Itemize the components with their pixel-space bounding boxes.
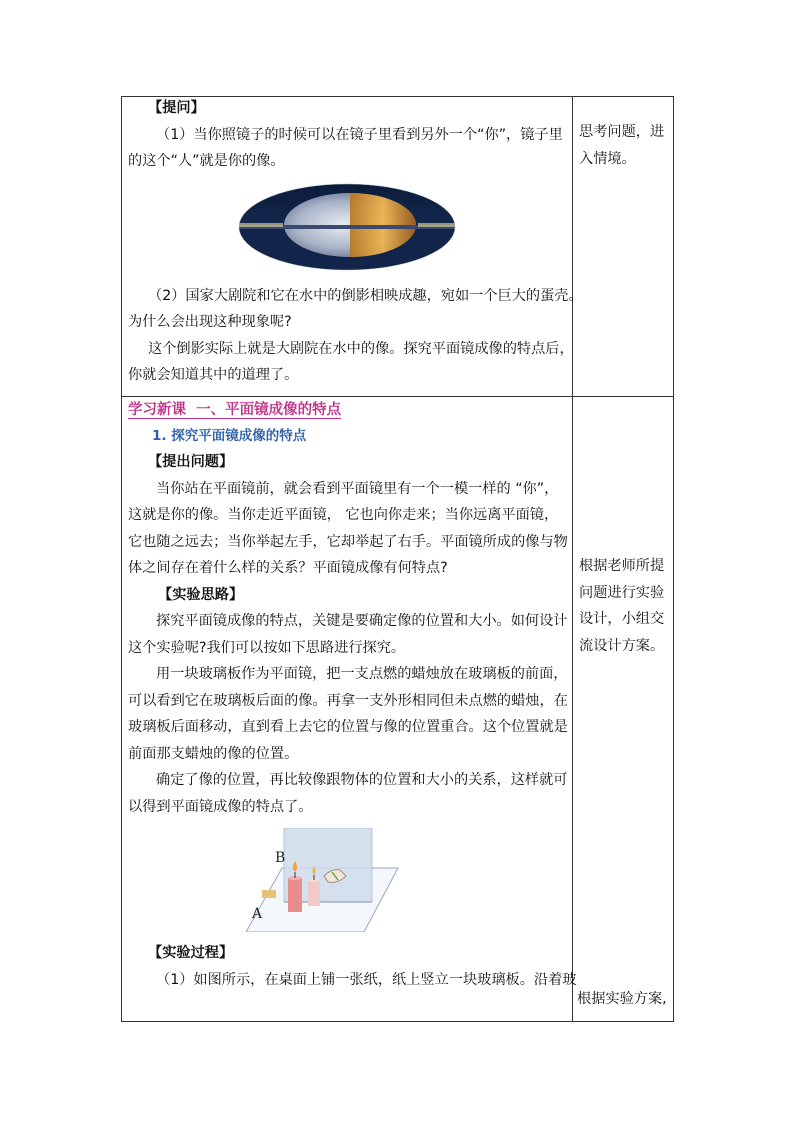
intro-row bbox=[122, 97, 674, 397]
question-1-line-2: 的这个“人”就是你的像。 bbox=[128, 153, 285, 169]
candle-experiment-figure bbox=[122, 828, 572, 940]
process-heading: 【实验过程】 bbox=[148, 945, 234, 961]
idea-line-6: 前面那支蜡烛的像的位置。 bbox=[128, 745, 299, 762]
lesson-side-note-1: 根据老师所提问题进行实验设计，小组交流设计方案。 bbox=[579, 558, 665, 654]
national-theater-image bbox=[238, 183, 456, 271]
lesson-side-note-2: 根据实验方案, bbox=[577, 991, 667, 1007]
idea-line-5: 玻璃板后面移动，直到看上去它的位置与像的位置重合。这个位置就是 bbox=[128, 719, 568, 735]
idea-line-1: 探究平面镜成像的特点，关键是要确定像的位置和大小。如何设计 bbox=[156, 613, 568, 629]
section-title: 一、平面镜成像的特点 bbox=[196, 402, 342, 418]
question-3-line-1: 这个倒影实际上就是大剧院在水中的像。探究平面镜成像的特点后， bbox=[148, 340, 574, 357]
question-2-line-1: （2）国家大剧院和它在水中的倒影相映成趣，宛如一个巨大的蛋壳。 bbox=[148, 287, 583, 304]
candle-a-label: A bbox=[252, 906, 263, 922]
idea-line-4: 可以看到它在玻璃板后面的像。再拿一支外形相同但未点燃的蜡烛，在 bbox=[128, 692, 568, 709]
question-2-line-2: 为什么会出现这种现象呢? bbox=[128, 314, 292, 330]
question-3-line-2: 你就会知道其中的道理了。 bbox=[128, 367, 299, 383]
intro-side-note: 思考问题，进入情境。 bbox=[579, 124, 665, 167]
ask-line-2: 这就是你的像。当你走近平面镜， 它也向你走来；当你远离平面镜， bbox=[128, 507, 559, 523]
subsection-heading: 1. 探究平面镜成像的特点 bbox=[152, 428, 307, 444]
intro-side-cell bbox=[573, 97, 674, 397]
ask-line-3: 它也随之远去；当你举起左手，它却举起了右手。平面镜所成的像与物 bbox=[128, 533, 568, 550]
question-1-line-1: （1）当你照镜子的时候可以在镜子里看到另外一个“你”，镜子里 bbox=[156, 126, 563, 143]
theater-photo bbox=[122, 183, 572, 271]
question-heading: 【提问】 bbox=[148, 100, 205, 116]
candle-b-label: B bbox=[275, 850, 286, 866]
idea-line-7: 确定了像的位置，再比较像跟物体的位置和大小的关系，这样就可 bbox=[156, 772, 568, 788]
lesson-side-cell bbox=[573, 397, 674, 1022]
ask-line-1: 当你站在平面镜前，就会看到平面镜里有一个一模一样的 “你”， bbox=[156, 480, 559, 497]
lesson-row bbox=[122, 397, 674, 1022]
intro-main-cell bbox=[122, 97, 583, 397]
section-heading bbox=[122, 397, 572, 423]
lesson-table bbox=[121, 96, 674, 1022]
process-line-1: （1）如图所示，在桌面上铺一张纸，纸上竖立一块玻璃板。沿着玻 bbox=[156, 971, 577, 988]
idea-line-2: 这个实验呢?我们可以按如下思路进行探究。 bbox=[128, 639, 406, 656]
ask-heading: 【提出问题】 bbox=[148, 454, 234, 470]
ask-line-4: 体之间存在着什么样的关系？平面镜成像有何特点? bbox=[128, 560, 448, 576]
candle-mirror-diagram bbox=[246, 828, 406, 932]
idea-heading: 【实验思路】 bbox=[158, 586, 244, 603]
idea-line-3: 用一块玻璃板作为平面镜，把一支点燃的蜡烛放在玻璃板的前面， bbox=[156, 666, 568, 682]
idea-line-8: 以得到平面镜成像的特点了。 bbox=[128, 798, 313, 815]
section-label: 学习新课 bbox=[128, 402, 186, 418]
lesson-main-cell bbox=[122, 397, 577, 1022]
